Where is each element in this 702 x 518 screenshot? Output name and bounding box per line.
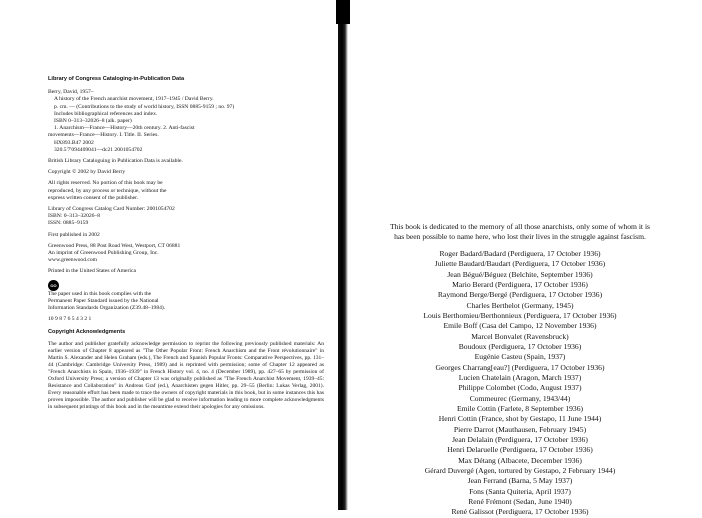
rights-line: reproduced, by any process or technique, without the bbox=[48, 187, 167, 194]
copyright-line: Copyright © 2002 by David Berry bbox=[48, 169, 126, 176]
list-item: Jean Delalain (Perdiguera, 17 October 1936) bbox=[452, 435, 588, 444]
list-item: Fons (Santa Quiteria, April 1937) bbox=[469, 486, 571, 496]
list-item: Juliette Baudard/Baudart (Perdiguera, 17 October 1936) bbox=[434, 259, 606, 269]
printed-in: Printed in the United States of America bbox=[48, 268, 136, 275]
cip-heading: Library of Congress Cataloging-in-Publication Data bbox=[48, 76, 185, 82]
list-item: Max Détang (Albacete, December 1936) bbox=[458, 455, 582, 465]
paper-line: Information Standards Organization (Z39.48–1984). bbox=[48, 305, 166, 312]
list-item: Gérard Duvergé (Agen, tortured by Gestapo, 2 February 1944) bbox=[424, 466, 616, 476]
list-item: Lucien Chatelain (Aragon, March 1937) bbox=[458, 372, 582, 382]
book-spine-top bbox=[336, 0, 350, 24]
cip-line: 320.5'7'094409041—dc21 2001054702 bbox=[54, 146, 143, 153]
list-item: Jean Ferrand (Barna, 5 May 1937) bbox=[467, 476, 573, 486]
first-published: First published in 2002 bbox=[48, 231, 100, 238]
paper-line: Permanent Paper Standard issued by the National bbox=[48, 297, 159, 304]
list-item: Emile Cottin (Farlete, 8 September 1936) bbox=[456, 403, 584, 413]
list-item: Louis Berthomieu/Berthonnieux (Perdiguera, 17 October 1936) bbox=[423, 310, 617, 320]
list-item: Pierre Darrot (Mauthausen, February 1945) bbox=[453, 424, 587, 434]
cip-line: Berry, David, 1957– bbox=[48, 89, 94, 96]
dedication-page-text bbox=[389, 222, 651, 518]
cip-line: A history of the French anarchist movement, 1917–1945 / David Berry. bbox=[54, 96, 214, 103]
list-item: Commeurec (Germany, 1943/44) bbox=[469, 393, 571, 403]
list-item: Eugénie Casteu (Spain, 1937) bbox=[474, 352, 566, 362]
list-item: Henri Cottin (France, shot by Gestapo, 11 June 1944) bbox=[438, 414, 602, 424]
cip-line: movements—France—History. I. Title. II. Series. bbox=[48, 132, 159, 139]
list-item: Philippe Colombet (Codo, August 1937) bbox=[458, 383, 582, 393]
list-item: René Frémont (Sedan, June 1940) bbox=[468, 497, 572, 507]
list-item: Emile Boff (Casa del Campo, 12 November 1936) bbox=[443, 321, 597, 331]
cip-line: 1. Anarchism—France—History—20th century. 2. Anti-fascist bbox=[54, 125, 195, 132]
cip-line: ISBN 0–313–32026–8 (alk. paper) bbox=[54, 118, 132, 125]
list-item: Jean Bégué/Béguez (Belchite, September 1936) bbox=[447, 269, 593, 279]
list-item: Henri Delaruelle (Perdiguera, 17 October 1936) bbox=[447, 445, 593, 455]
print-line: 10 9 8 7 6 5 4 3 2 1 bbox=[48, 316, 92, 323]
ack-heading: Copyright Acknowledgments bbox=[48, 329, 126, 336]
paper-line: The paper used in this book complies with the bbox=[48, 290, 152, 297]
dedication-text: This book is dedicated to the memory of all those anarchists, only some of whom it is has been possible to name here, who lost their lives in the struggle against fascism. bbox=[389, 222, 651, 242]
cip-line: Includes bibliographical references and index. bbox=[54, 110, 158, 117]
catalog-line: ISSN: 0885–9159 bbox=[48, 220, 89, 227]
rights-line: express written consent of the publisher. bbox=[48, 194, 139, 201]
book-spine-shadow bbox=[338, 0, 348, 510]
publisher-line: An imprint of Greenwood Publishing Group, Inc. bbox=[48, 250, 159, 257]
ack-text: The author and publisher gratefully acknowledge permission to reprint the following previously published materials: An earlier version of Chapter 8 appeared as "The Other Popular Front: French Anarchism and the Front révolutionnaire" in Martin S. Alexander and Helen Graham (eds.), The French and Spanish Popular Fronts: Comparative Perspectives, pp. 131–44 (Cambridge: Cambridge University Press, 1989) and is reprinted with permission; some of Chapter 12 appeared as "French Anarchists in Spain, 1936–1939" in French History vol. 4, no. 4 (December 1989), pp. 427–65 by permission of Oxford University Press; a version of Chapter 13 was originally published as "The French Anarchist Movement, 1939–45: Resistance and Collaboration" in Andreas Graf (ed.), Anarchisten gegen Hitler, pp. 29–55 (Berlin: Lukas Verlag, 2001). Every reasonable effort has been made to trace the owners of copyright materials in this book, but in some instances this has proven impossible. The author and publisher will be glad to receive information leading to more complete acknowledgments in subsequent printings of this book and in the meantime extend their apologies for any omissions. bbox=[48, 340, 324, 410]
list-item: Boudoux (Perdiguera, 17 October 1936) bbox=[458, 341, 582, 351]
list-item: René Galissot (Perdiguera, 17 October 1936) bbox=[451, 507, 589, 517]
publisher-line: www.greenwood.com bbox=[48, 257, 98, 264]
rights-line: All rights reserved. No portion of this book may be bbox=[48, 180, 163, 187]
cip-line: p. cm. — (Contributions to the study of world history, ISSN 0885-9159 ; no. 97) bbox=[54, 103, 235, 110]
catalog-line: ISBN: 0–313–32026–8 bbox=[48, 213, 101, 220]
cip-line: HX893.B47 2002 bbox=[54, 139, 94, 146]
name-list bbox=[389, 249, 651, 518]
list-item: Georges Charrang[eau?] (Perdiguera, 17 October 1936) bbox=[435, 362, 605, 372]
permanent-paper-logo-icon: OO bbox=[48, 280, 59, 291]
list-item: Roger Badard/Badard (Perdiguera, 17 October 1936) bbox=[439, 248, 601, 258]
list-item: Charles Berthelot (Germany, 1945) bbox=[466, 300, 574, 310]
publisher-line: Greenwood Press, 88 Post Road West, Westport, CT 06881 bbox=[48, 242, 181, 249]
list-item: Marcel Bonvalet (Ravensbruck) bbox=[471, 331, 569, 341]
catalog-line: Library of Congress Catalog Card Number: 2001054702 bbox=[48, 206, 175, 213]
copyright-page-text bbox=[48, 76, 324, 411]
list-item: Raymond Berge/Bergé (Perdiguera, 17 October 1936) bbox=[437, 290, 603, 300]
list-item: Mario Berard (Perdiguera, 17 October 1936) bbox=[452, 279, 588, 289]
british-library-note: British Library Cataloguing in Publication Data is available. bbox=[48, 158, 183, 165]
